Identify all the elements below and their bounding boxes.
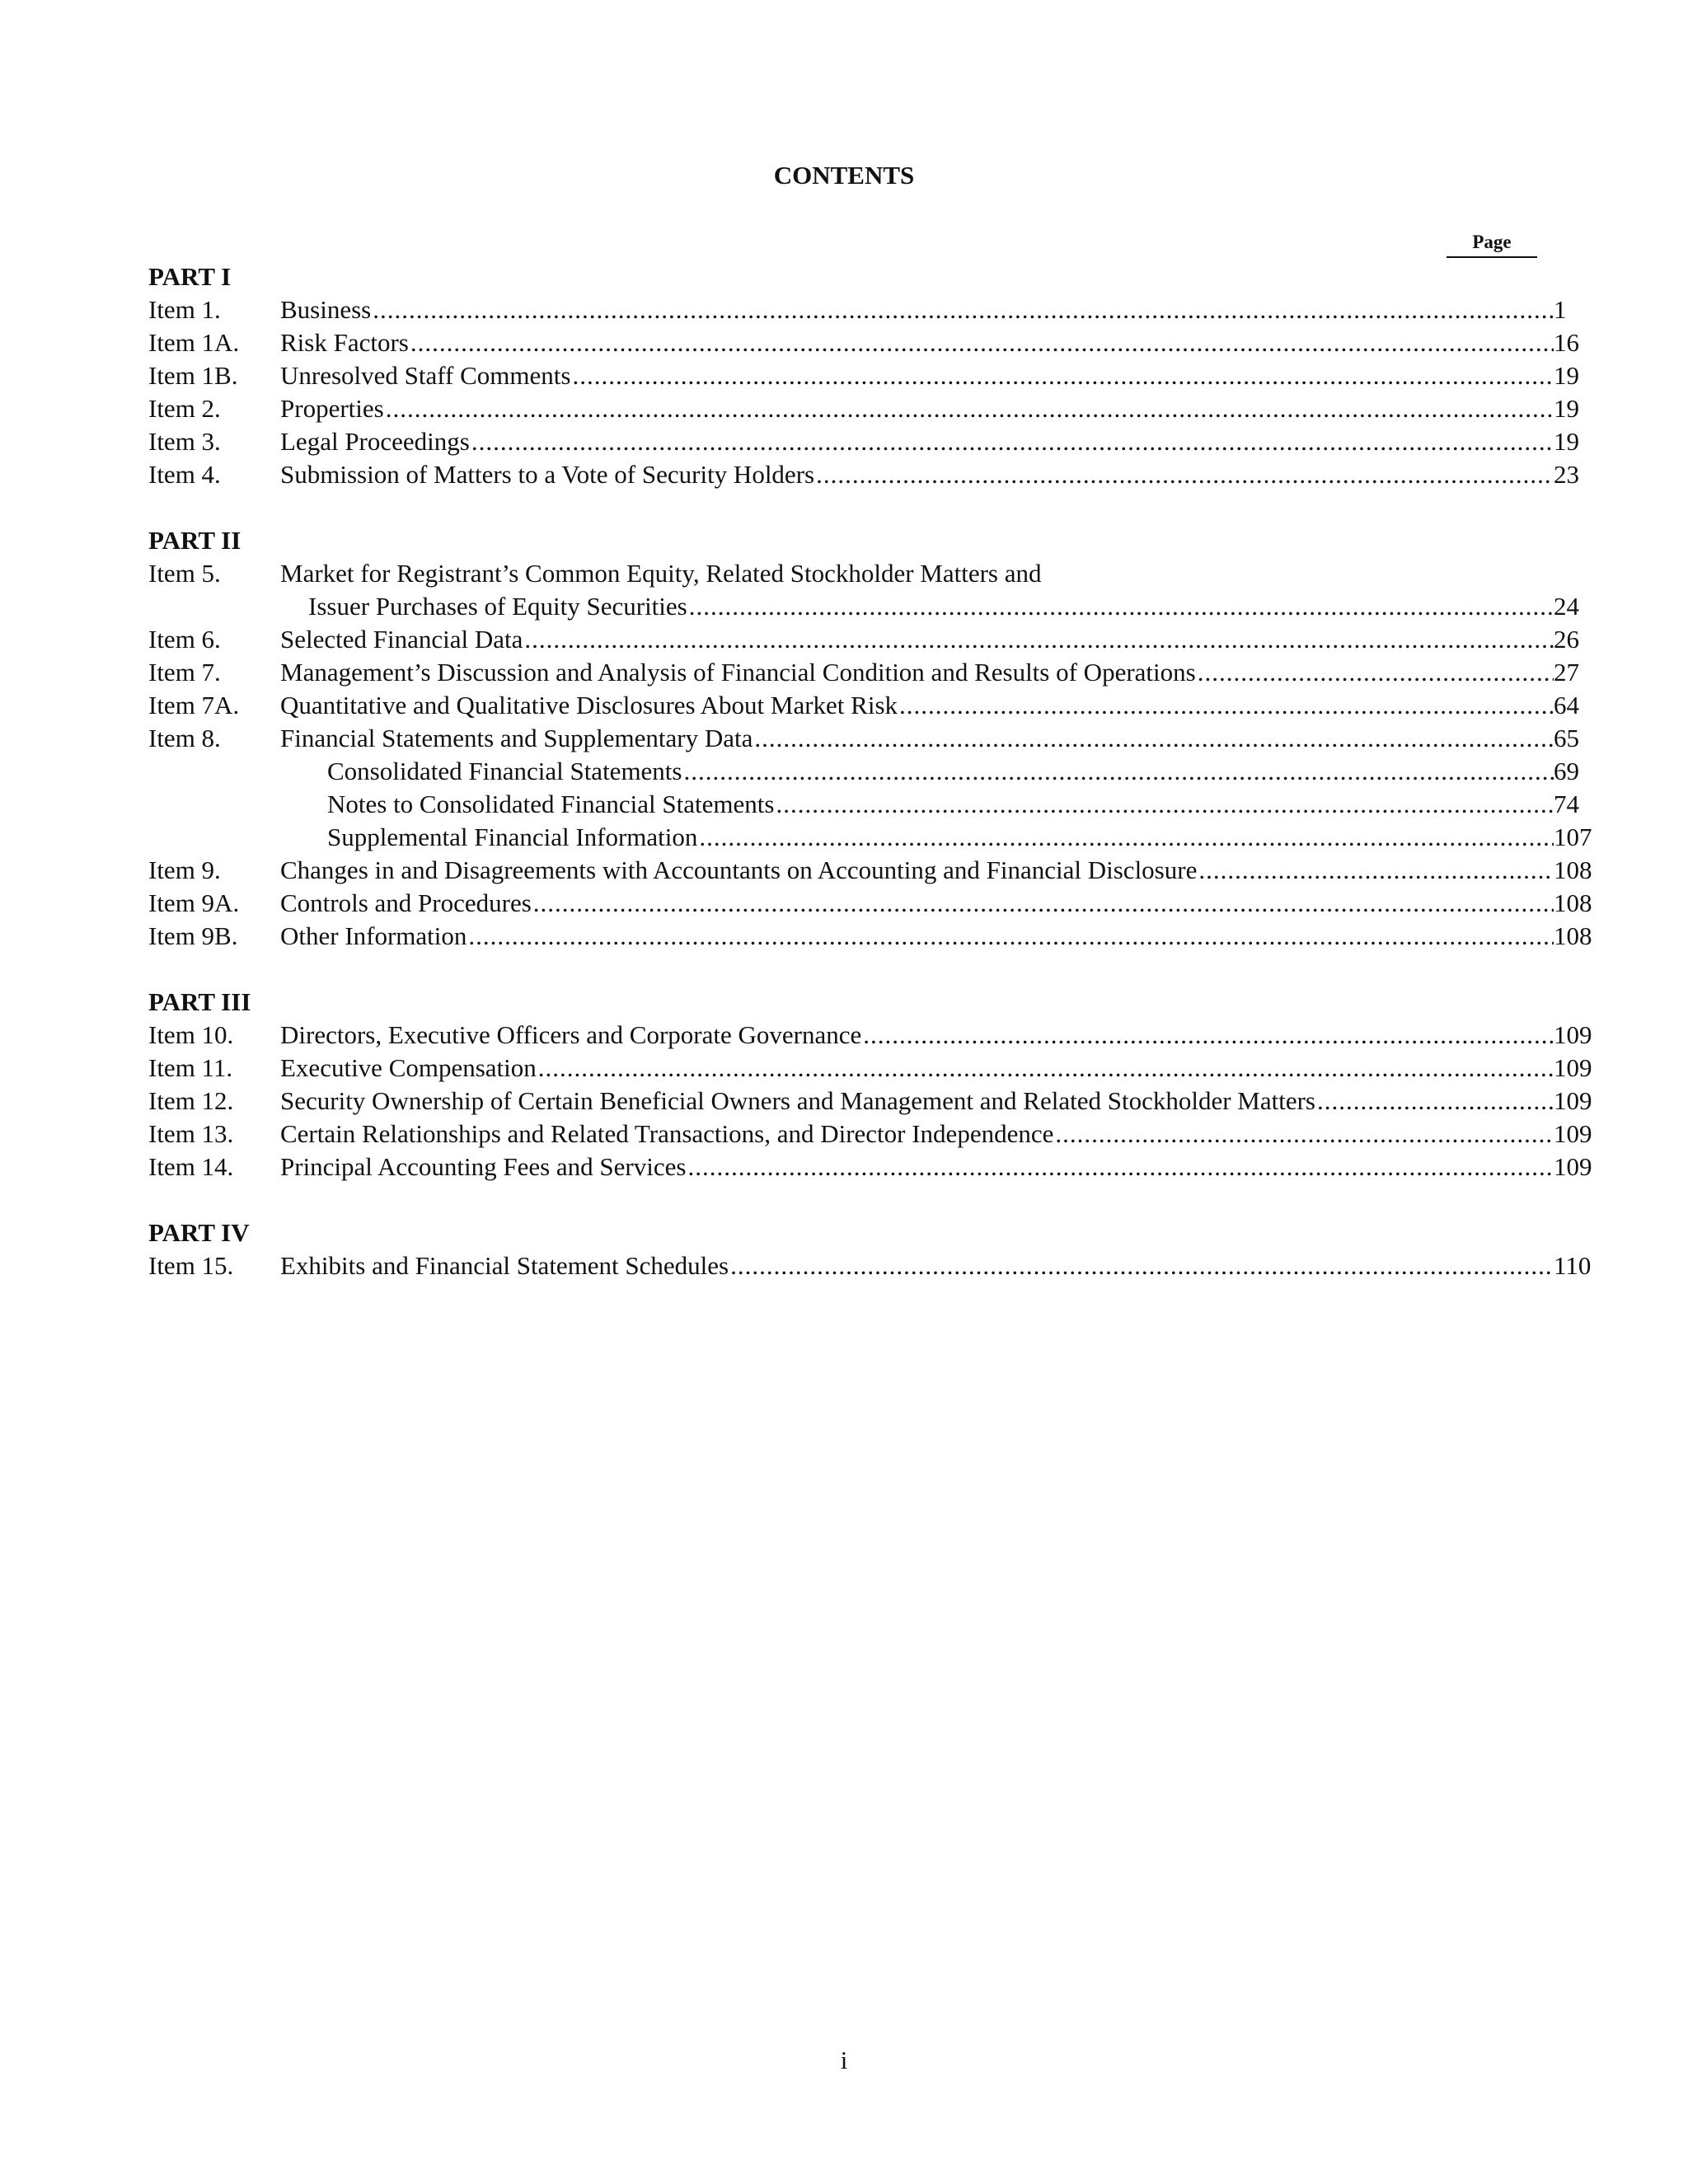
item-page-number: 19 xyxy=(1554,394,1579,423)
page-number: i xyxy=(840,2046,848,2074)
item-title-cell xyxy=(280,1118,1554,1151)
page-column-header: Page xyxy=(1447,230,1537,258)
leader-dots xyxy=(816,458,1554,491)
item-title-cell xyxy=(280,293,1554,326)
dot-leader xyxy=(280,1249,1554,1282)
item-number: Item 14. xyxy=(148,1152,234,1181)
leader-dots xyxy=(754,722,1554,755)
item-title: Financial Statements and Supplementary Data xyxy=(280,722,754,755)
item-title-cell xyxy=(280,1249,1554,1282)
toc-entry-row xyxy=(148,1249,1592,1282)
item-title-cell xyxy=(280,590,1554,623)
item-title: Exhibits and Financial Statement Schedules xyxy=(280,1249,730,1282)
leader-dots xyxy=(689,590,1554,623)
item-page-number: 24 xyxy=(1554,592,1579,621)
toc-entry-row xyxy=(148,557,1537,590)
dot-leader xyxy=(280,1052,1554,1085)
leader-dots xyxy=(524,623,1554,656)
leader-dots xyxy=(533,887,1554,920)
toc-subentry-row xyxy=(148,788,1579,821)
item-title-cell xyxy=(280,392,1554,425)
item-title-cell xyxy=(280,854,1554,887)
item-number: Item 6. xyxy=(148,625,221,654)
item-title: Executive Compensation xyxy=(280,1052,538,1085)
item-title: Risk Factors xyxy=(280,326,410,359)
toc-entry-row xyxy=(148,920,1592,953)
toc-part xyxy=(148,986,1592,1183)
dot-leader xyxy=(280,1019,1554,1052)
toc-part xyxy=(148,524,1592,953)
item-page-number: 110 xyxy=(1554,1251,1592,1280)
item-number: Item 4. xyxy=(148,460,221,489)
item-number: Item 9B. xyxy=(148,921,238,950)
item-title-continuation: Issuer Purchases of Equity Securities xyxy=(308,590,689,623)
item-title-cell xyxy=(280,359,1554,392)
item-title-cell xyxy=(280,557,1554,590)
toc-part xyxy=(148,1216,1592,1282)
leader-dots xyxy=(373,293,1554,326)
toc-entry-row xyxy=(148,722,1579,755)
item-page-number: 108 xyxy=(1554,888,1592,917)
dot-leader xyxy=(280,359,1554,392)
item-title-cell xyxy=(280,326,1554,359)
toc-entry-row xyxy=(148,326,1579,359)
item-title-cell xyxy=(280,1085,1554,1118)
item-page-number: 108 xyxy=(1554,921,1592,950)
toc-entry-row xyxy=(148,392,1579,425)
item-page-number: 69 xyxy=(1554,757,1579,785)
toc-entry-row xyxy=(148,458,1579,491)
item-title-cell xyxy=(280,425,1554,458)
item-page-number: 109 xyxy=(1554,1119,1592,1148)
leader-dots xyxy=(899,689,1554,722)
toc-entry-row xyxy=(148,359,1579,392)
item-title-cell xyxy=(280,887,1554,920)
dot-leader xyxy=(280,623,1554,656)
item-page-number: 74 xyxy=(1554,790,1579,818)
leader-dots xyxy=(386,392,1554,425)
toc-entry-row xyxy=(148,1118,1592,1151)
toc-entry-row xyxy=(148,1085,1592,1118)
item-title-cell xyxy=(280,689,1554,722)
toc-entry-row xyxy=(148,1151,1592,1183)
dot-leader xyxy=(280,293,1554,326)
item-title-cell xyxy=(280,788,1554,821)
toc-entry-row xyxy=(148,293,1567,326)
item-title: Submission of Matters to a Vote of Security Holders xyxy=(280,458,816,491)
item-title: Controls and Procedures xyxy=(280,887,533,920)
dot-leader xyxy=(280,1151,1554,1183)
dot-leader xyxy=(280,689,1554,722)
toc-entry-row xyxy=(148,656,1579,689)
item-title: Security Ownership of Certain Beneficial Owners and Management and Related Stockholder Matters xyxy=(280,1085,1317,1118)
page-title: CONTENTS xyxy=(773,161,915,190)
toc-entry-row xyxy=(148,689,1579,722)
item-page-number: 64 xyxy=(1554,691,1579,719)
leader-dots xyxy=(776,788,1554,821)
item-number: Item 9. xyxy=(148,855,221,884)
item-page-number: 65 xyxy=(1554,724,1579,752)
item-title-cell xyxy=(280,1151,1554,1183)
leader-dots xyxy=(1055,1118,1554,1151)
dot-leader xyxy=(327,755,1554,788)
table-of-contents xyxy=(148,260,1592,1315)
toc-entry-row xyxy=(148,1019,1592,1052)
item-page-number: 109 xyxy=(1554,1053,1592,1082)
item-number: Item 2. xyxy=(148,394,221,423)
item-title-cell xyxy=(280,458,1554,491)
leader-dots xyxy=(471,425,1554,458)
item-number: Item 9A. xyxy=(148,888,240,917)
item-title: Selected Financial Data xyxy=(280,623,524,656)
item-number: Item 10. xyxy=(148,1020,234,1049)
dot-leader xyxy=(280,392,1554,425)
item-title-cell xyxy=(280,821,1554,854)
toc-entry-row xyxy=(148,887,1592,920)
leader-dots xyxy=(468,920,1554,953)
item-page-number: 109 xyxy=(1554,1152,1592,1181)
item-number: Item 1. xyxy=(148,295,221,324)
item-title-cell xyxy=(280,1019,1554,1052)
leader-dots xyxy=(1198,656,1554,689)
dot-leader xyxy=(327,821,1554,854)
item-number: Item 12. xyxy=(148,1086,234,1115)
item-title-cell xyxy=(280,920,1554,953)
item-title-cell xyxy=(280,623,1554,656)
dot-leader xyxy=(308,590,1554,623)
item-page-number: 27 xyxy=(1554,658,1579,687)
dot-leader xyxy=(280,1118,1554,1151)
item-number: Item 5. xyxy=(148,559,221,588)
leader-dots xyxy=(538,1052,1554,1085)
item-page-number: 26 xyxy=(1554,625,1579,654)
item-title: Notes to Consolidated Financial Statements xyxy=(327,788,776,821)
toc-entry-row xyxy=(148,1052,1592,1085)
item-title: Consolidated Financial Statements xyxy=(327,755,684,788)
item-title: Management’s Discussion and Analysis of Financial Condition and Results of Operations xyxy=(280,656,1198,689)
item-title: Quantitative and Qualitative Disclosures About Market Risk xyxy=(280,689,899,722)
leader-dots xyxy=(684,755,1554,788)
part-heading: PART IV xyxy=(148,1218,250,1247)
item-title: Changes in and Disagreements with Accountants on Accounting and Financial Disclosure xyxy=(280,854,1198,887)
toc-subentry-row xyxy=(148,821,1592,854)
item-title: Supplemental Financial Information xyxy=(327,821,699,854)
part-heading: PART III xyxy=(148,987,251,1016)
item-title-cell xyxy=(280,656,1554,689)
leader-dots xyxy=(863,1019,1554,1052)
item-title-cell xyxy=(280,755,1554,788)
dot-leader xyxy=(280,722,1554,755)
item-title: Unresolved Staff Comments xyxy=(280,359,572,392)
item-title: Business xyxy=(280,293,373,326)
item-number: Item 11. xyxy=(148,1053,233,1082)
leader-dots xyxy=(572,359,1554,392)
dot-leader xyxy=(280,920,1554,953)
item-number: Item 3. xyxy=(148,427,221,456)
item-title: Other Information xyxy=(280,920,468,953)
dot-leader xyxy=(280,656,1554,689)
item-title: Certain Relationships and Related Transactions, and Director Independence xyxy=(280,1118,1055,1151)
item-page-number: 19 xyxy=(1554,361,1579,390)
dot-leader xyxy=(280,854,1554,887)
dot-leader xyxy=(327,788,1554,821)
item-title: Market for Registrant’s Common Equity, Related Stockholder Matters and xyxy=(280,559,1042,588)
item-title: Legal Proceedings xyxy=(280,425,471,458)
item-title: Directors, Executive Officers and Corporate Governance xyxy=(280,1019,863,1052)
item-title-cell xyxy=(280,722,1554,755)
dot-leader xyxy=(280,458,1554,491)
leader-dots xyxy=(1317,1085,1554,1118)
item-title: Properties xyxy=(280,392,386,425)
item-page-number: 23 xyxy=(1554,460,1579,489)
dot-leader xyxy=(280,326,1554,359)
part-heading: PART I xyxy=(148,262,232,291)
leader-dots xyxy=(410,326,1554,359)
item-page-number: 109 xyxy=(1554,1086,1592,1115)
part-heading: PART II xyxy=(148,526,241,555)
toc-entry-row xyxy=(148,425,1579,458)
item-title-cell xyxy=(280,1052,1554,1085)
toc-continuation-row xyxy=(148,590,1579,623)
dot-leader xyxy=(280,425,1554,458)
item-page-number: 107 xyxy=(1554,823,1592,851)
item-page-number: 1 xyxy=(1554,295,1567,324)
item-number: Item 13. xyxy=(148,1119,234,1148)
item-title: Principal Accounting Fees and Services xyxy=(280,1151,687,1183)
item-page-number: 16 xyxy=(1554,328,1579,357)
item-number: Item 1B. xyxy=(148,361,238,390)
item-page-number: 19 xyxy=(1554,427,1579,456)
toc-entry-row xyxy=(148,854,1592,887)
item-page-number: 108 xyxy=(1554,855,1592,884)
dot-leader xyxy=(280,887,1554,920)
leader-dots xyxy=(699,821,1554,854)
item-page-number: 109 xyxy=(1554,1020,1592,1049)
item-number: Item 8. xyxy=(148,724,221,752)
toc-part xyxy=(148,260,1579,491)
item-number: Item 7. xyxy=(148,658,221,687)
toc-subentry-row xyxy=(148,755,1579,788)
item-number: Item 15. xyxy=(148,1251,234,1280)
item-number: Item 1A. xyxy=(148,328,240,357)
leader-dots xyxy=(687,1151,1554,1183)
item-number: Item 7A. xyxy=(148,691,240,719)
leader-dots xyxy=(1198,854,1554,887)
toc-entry-row xyxy=(148,623,1579,656)
dot-leader xyxy=(280,1085,1554,1118)
leader-dots xyxy=(730,1249,1554,1282)
